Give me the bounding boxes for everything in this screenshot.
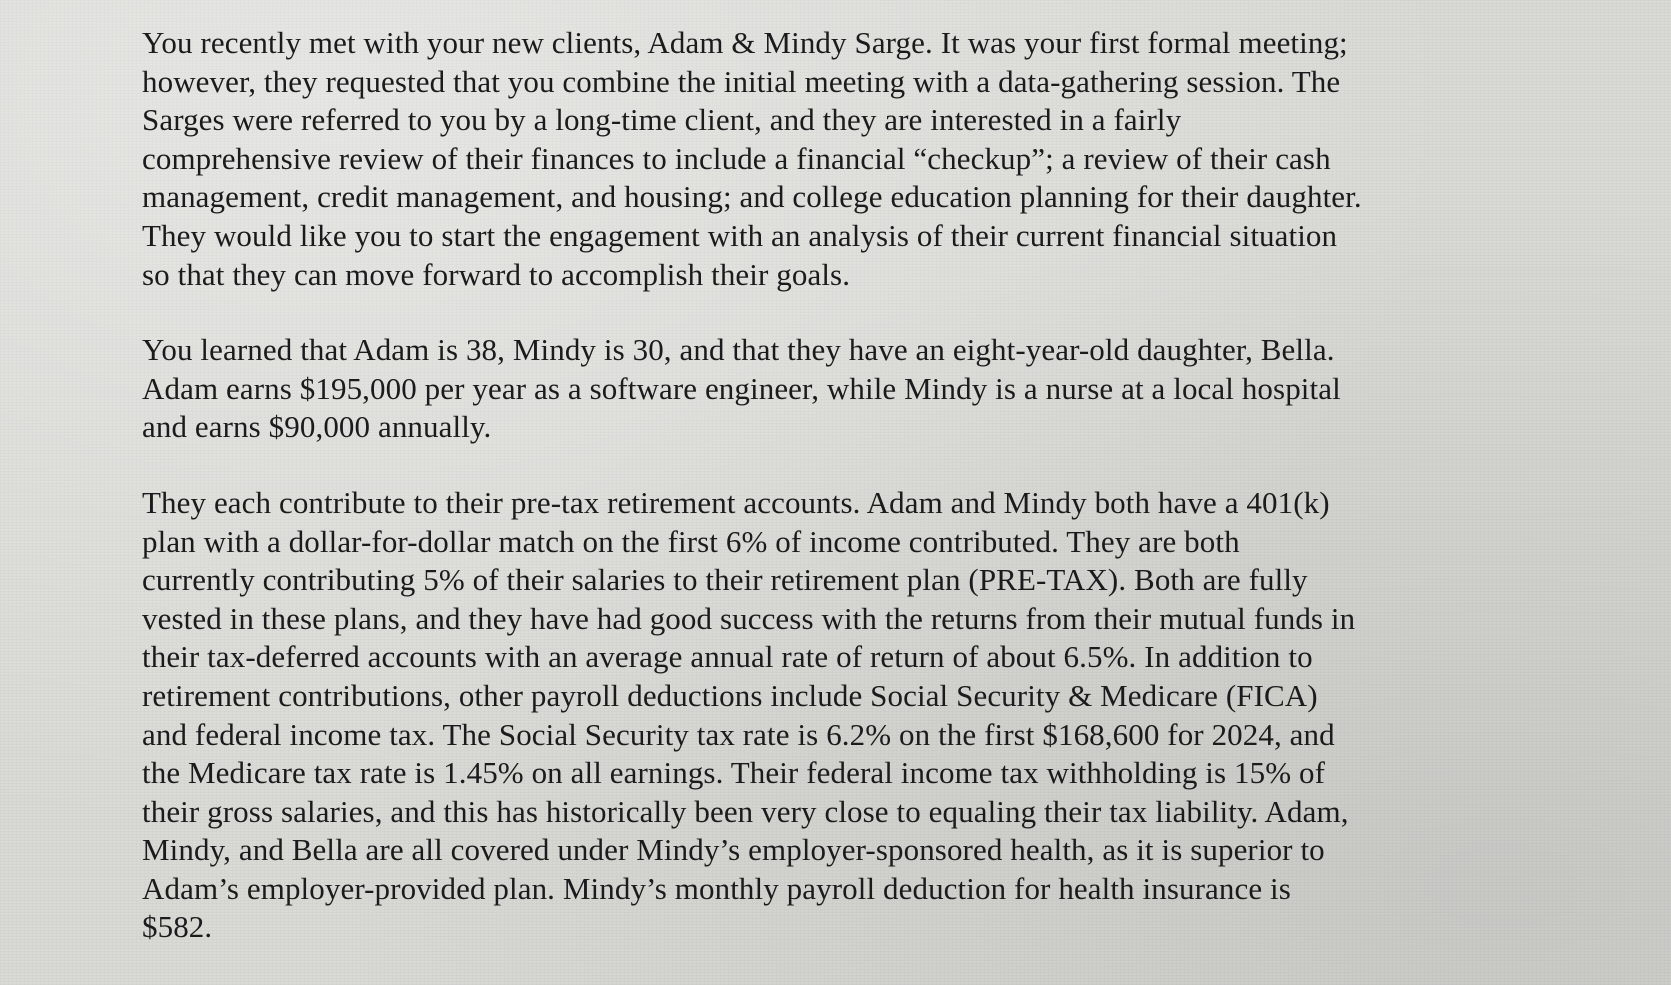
text-line: comprehensive review of their finances to include a financial “checkup”; a review of their cash (142, 140, 1331, 176)
text-line: $582. (142, 909, 213, 945)
text-line: Adam’s employer-provided plan. Mindy’s monthly payroll deduction for health insurance is (142, 870, 1291, 906)
text-line: You learned that Adam is 38, Mindy is 30, and that they have an eight-year-old daughter, Bella. (142, 332, 1335, 368)
text-line: Sarges were referred to you by a long-time client, and they are interested in a fairly (142, 102, 1182, 138)
text-line: You recently met with your new clients, Adam & Mindy Sarge. It was your first formal meeting; (142, 25, 1348, 60)
text-line: their gross salaries, and this has historically been very close to equaling their tax liability. Adam, (142, 793, 1349, 829)
text-line: Adam earns $195,000 per year as a software engineer, while Mindy is a nurse at a local hospital (142, 370, 1341, 406)
text-line: plan with a dollar-for-dollar match on the first 6% of income contributed. They are both (142, 523, 1240, 559)
text-line: their tax-deferred accounts with an average annual rate of return of about 6.5%. In addition to (142, 639, 1313, 675)
text-line: the Medicare tax rate is 1.45% on all earnings. Their federal income tax withholding is 15% of (142, 755, 1326, 791)
paragraph-intro (142, 24, 1542, 294)
text-line: vested in these plans, and they have had good success with the returns from their mutual funds in (142, 600, 1356, 636)
document-page (142, 24, 1542, 947)
text-line: and federal income tax. The Social Security tax rate is 6.2% on the first $168,600 for 2024, and (142, 716, 1335, 752)
paragraph-family-income (142, 331, 1542, 447)
text-line: They each contribute to their pre-tax retirement accounts. Adam and Mindy both have a 401(k) (142, 484, 1330, 520)
paragraph-retirement-deductions (142, 484, 1542, 947)
text-line: retirement contributions, other payroll deductions include Social Security & Medicare (FICA) (142, 677, 1318, 713)
text-line: so that they can move forward to accomplish their goals. (142, 256, 851, 292)
text-line: and earns $90,000 annually. (142, 409, 492, 445)
text-line: Mindy, and Bella are all covered under Mindy’s employer-sponsored health, as it is superior to (142, 832, 1325, 868)
text-line: however, they requested that you combine the initial meeting with a data-gathering session. The (142, 63, 1341, 99)
text-line: They would like you to start the engagement with an analysis of their current financial situation (142, 217, 1338, 253)
text-line: management, credit management, and housing; and college education planning for their daughter. (142, 179, 1362, 215)
text-line: currently contributing 5% of their salaries to their retirement plan (PRE-TAX). Both are fully (142, 562, 1308, 598)
